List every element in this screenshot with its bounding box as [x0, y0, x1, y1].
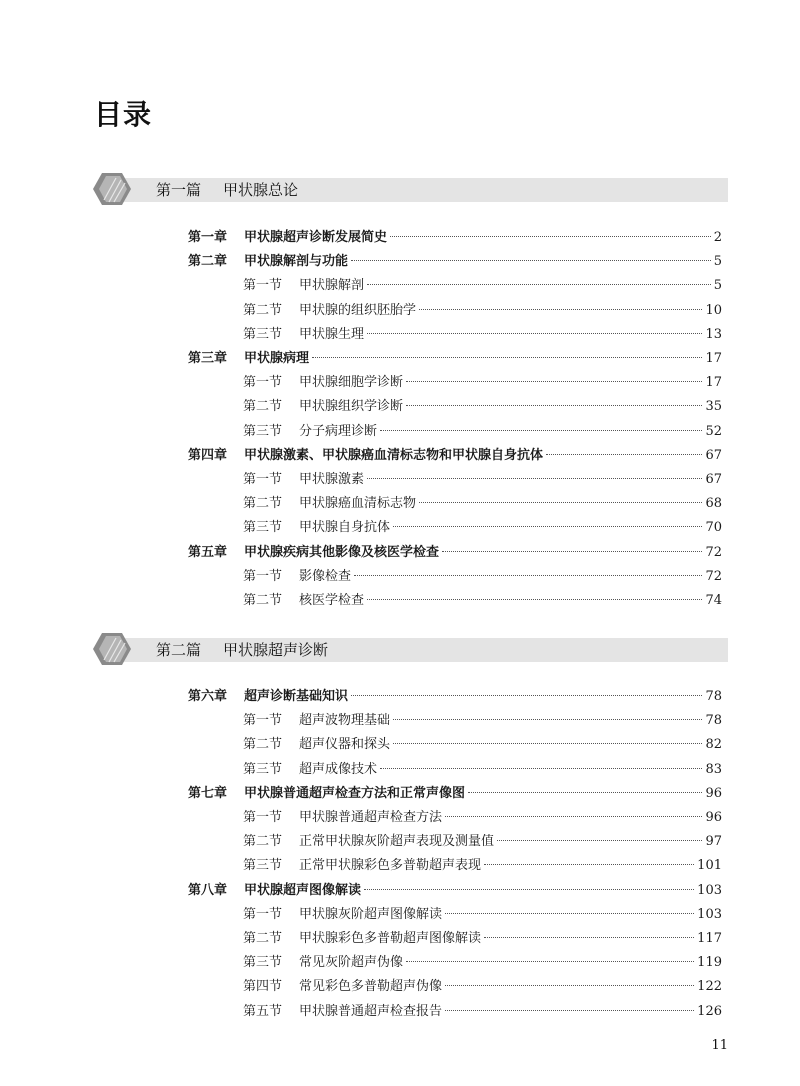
hexagon-emblem-icon — [92, 172, 132, 206]
entry-title: 超声诊断基础知识 — [244, 689, 349, 704]
toc-section-entry[interactable] — [243, 470, 722, 490]
dot-leader — [484, 937, 694, 938]
entry-title: 甲状腺超声诊断发展简史 — [244, 230, 388, 245]
toc-section-entry[interactable] — [243, 325, 722, 345]
entry-page-number: 103 — [697, 906, 722, 922]
part-header — [92, 636, 728, 666]
entry-title: 甲状腺解剖 — [299, 278, 365, 294]
entry-number: 第一节 — [243, 278, 283, 294]
entry-title: 甲状腺癌血清标志物 — [299, 496, 417, 512]
toc-section-entry[interactable] — [243, 422, 722, 442]
entry-number: 第五章 — [188, 544, 228, 560]
entry-number: 第三节 — [243, 326, 283, 342]
toc-chapter-entry[interactable] — [188, 881, 722, 901]
dot-leader — [419, 309, 702, 310]
dot-leader — [364, 889, 694, 890]
entry-number: 第一节 — [243, 906, 283, 922]
dot-leader — [380, 430, 702, 431]
entry-page-number: 97 — [705, 834, 722, 850]
part-header — [92, 176, 728, 206]
entry-number: 第五节 — [243, 1003, 283, 1019]
entry-number: 第三章 — [188, 351, 228, 366]
entry-page-number: 82 — [705, 737, 722, 753]
dot-leader — [546, 454, 702, 455]
hexagon-emblem-icon — [92, 632, 132, 666]
entry-title: 甲状腺解剖与功能 — [244, 254, 349, 270]
toc-section-entry[interactable] — [243, 832, 722, 852]
toc-section-entry[interactable] — [243, 929, 722, 949]
toc-section-entry[interactable] — [243, 494, 722, 514]
entry-title: 甲状腺灰阶超声图像解读 — [299, 906, 443, 922]
dot-leader — [393, 743, 702, 744]
entry-title: 甲状腺自身抗体 — [299, 520, 391, 536]
entry-page-number: 17 — [705, 351, 722, 366]
dot-leader — [442, 551, 702, 552]
entry-number: 第二节 — [243, 593, 283, 608]
part-title: 甲状腺总论 — [223, 181, 299, 199]
dot-leader — [445, 816, 702, 817]
entry-page-number: 68 — [705, 496, 722, 512]
entry-number: 第一节 — [243, 810, 283, 825]
entry-number: 第三节 — [243, 858, 283, 874]
dot-leader — [445, 985, 694, 986]
part-label — [156, 179, 298, 201]
dot-leader — [380, 768, 702, 769]
entry-title: 核医学检查 — [299, 593, 365, 608]
dot-leader — [367, 333, 702, 334]
entry-number: 第七章 — [188, 785, 228, 801]
entry-number: 第二节 — [243, 834, 283, 850]
part-title: 甲状腺超声诊断 — [223, 641, 329, 659]
entry-number: 第二节 — [243, 496, 283, 512]
entry-number: 第四节 — [243, 979, 283, 995]
entry-number: 第二章 — [188, 254, 228, 270]
part-label — [156, 639, 328, 661]
part-number: 第二篇 — [156, 641, 202, 659]
toc-chapter-entry[interactable] — [188, 446, 722, 466]
toc-section-entry[interactable] — [243, 711, 722, 731]
toc-section-entry[interactable] — [243, 567, 722, 587]
entry-page-number: 13 — [705, 326, 722, 342]
entry-title: 甲状腺生理 — [299, 326, 365, 342]
entry-page-number: 67 — [705, 447, 722, 463]
entry-page-number: 2 — [713, 230, 722, 245]
entry-page-number: 5 — [713, 254, 722, 270]
dot-leader — [354, 575, 702, 576]
toc-section-entry[interactable] — [243, 856, 722, 876]
dot-leader — [351, 695, 702, 696]
entry-title: 常见彩色多普勒超声伪像 — [299, 979, 443, 995]
entry-number: 第二节 — [243, 399, 283, 415]
toc-chapter-entry[interactable] — [188, 784, 722, 804]
entry-title: 甲状腺激素、甲状腺癌血清标志物和甲状腺自身抗体 — [244, 447, 544, 463]
toc-chapter-entry[interactable] — [188, 687, 722, 707]
dot-leader — [312, 357, 702, 358]
toc-section-entry[interactable] — [243, 760, 722, 780]
entry-title: 甲状腺激素 — [299, 472, 365, 487]
dot-leader — [406, 961, 694, 962]
entry-number: 第一节 — [243, 375, 283, 391]
toc-section-entry[interactable] — [243, 591, 722, 611]
toc-section-entry[interactable] — [243, 1002, 722, 1022]
toc-section-entry[interactable] — [243, 373, 722, 393]
entry-number: 第二节 — [243, 737, 283, 753]
page-title: 目录 — [94, 98, 153, 131]
entry-number: 第三节 — [243, 955, 283, 971]
entry-title: 甲状腺的组织胚胎学 — [299, 302, 417, 318]
entry-title: 甲状腺病理 — [244, 351, 310, 366]
entry-page-number: 74 — [705, 593, 722, 608]
toc-section-entry[interactable] — [243, 518, 722, 538]
entry-title: 分子病理诊断 — [299, 423, 378, 439]
entry-number: 第三节 — [243, 423, 283, 439]
toc-chapter-entry[interactable] — [188, 543, 722, 563]
entry-page-number: 83 — [705, 761, 722, 777]
entry-page-number: 35 — [705, 399, 722, 415]
entry-page-number: 72 — [705, 544, 722, 560]
toc-section-entry[interactable] — [243, 905, 722, 925]
entry-number: 第六章 — [188, 689, 228, 704]
entry-title: 甲状腺组织学诊断 — [299, 399, 404, 415]
dot-leader — [367, 284, 711, 285]
entry-title: 甲状腺普通超声检查报告 — [299, 1003, 443, 1019]
entry-title: 甲状腺细胞学诊断 — [299, 375, 404, 391]
entry-title: 甲状腺普通超声检查方法和正常声像图 — [244, 785, 466, 801]
dot-leader — [351, 260, 711, 261]
entry-page-number: 101 — [697, 858, 722, 874]
entry-title: 正常甲状腺彩色多普勒超声表现 — [299, 858, 482, 874]
entry-title: 常见灰阶超声伪像 — [299, 955, 404, 971]
dot-leader — [393, 526, 702, 527]
toc-chapter-entry[interactable] — [188, 252, 722, 272]
dot-leader — [484, 864, 694, 865]
entry-page-number: 119 — [697, 955, 722, 971]
toc-section-entry[interactable] — [243, 397, 722, 417]
entry-title: 超声波物理基础 — [299, 713, 391, 729]
entry-page-number: 10 — [705, 302, 722, 318]
entry-number: 第一节 — [243, 568, 283, 584]
entry-page-number: 67 — [705, 472, 722, 487]
dot-leader — [367, 478, 702, 479]
toc-section-entry[interactable] — [243, 953, 722, 973]
dot-leader — [406, 405, 702, 406]
dot-leader — [406, 381, 702, 382]
entry-page-number: 52 — [705, 423, 722, 439]
entry-page-number: 5 — [713, 278, 722, 294]
page-number: 11 — [711, 1038, 728, 1053]
entry-title: 超声成像技术 — [299, 761, 378, 777]
entry-title: 甲状腺普通超声检查方法 — [299, 810, 443, 825]
entry-number: 第二节 — [243, 302, 283, 318]
toc-section-entry[interactable] — [243, 977, 722, 997]
toc-chapter-entry[interactable] — [188, 228, 722, 248]
entry-number: 第一节 — [243, 472, 283, 487]
entry-number: 第四章 — [188, 447, 228, 463]
entry-number: 第一节 — [243, 713, 283, 729]
entry-page-number: 96 — [705, 810, 722, 825]
entry-number: 第三节 — [243, 761, 283, 777]
entry-page-number: 126 — [697, 1003, 722, 1019]
dot-leader — [445, 1010, 694, 1011]
dot-leader — [419, 502, 702, 503]
entry-title: 影像检查 — [299, 568, 352, 584]
dot-leader — [445, 913, 694, 914]
entry-page-number: 103 — [697, 882, 722, 898]
dot-leader — [390, 236, 711, 237]
entry-number: 第三节 — [243, 520, 283, 536]
entry-title: 甲状腺疾病其他影像及核医学检查 — [244, 544, 440, 560]
entry-title: 正常甲状腺灰阶超声表现及测量值 — [299, 834, 495, 850]
dot-leader — [367, 599, 702, 600]
entry-title: 甲状腺彩色多普勒超声图像解读 — [299, 931, 482, 946]
entry-page-number: 96 — [705, 785, 722, 801]
toc-section-entry[interactable] — [243, 301, 722, 321]
dot-leader — [497, 840, 702, 841]
entry-title: 超声仪器和探头 — [299, 737, 391, 753]
entry-page-number: 72 — [705, 568, 722, 584]
entry-page-number: 78 — [705, 713, 722, 729]
entry-page-number: 122 — [697, 979, 722, 995]
dot-leader — [393, 719, 702, 720]
toc-chapter-entry[interactable] — [188, 349, 722, 369]
dot-leader — [468, 792, 702, 793]
part-number: 第一篇 — [156, 181, 202, 199]
entry-page-number: 17 — [705, 375, 722, 391]
toc-section-entry[interactable] — [243, 808, 722, 828]
entry-title: 甲状腺超声图像解读 — [244, 882, 362, 898]
entry-number: 第二节 — [243, 931, 283, 946]
entry-number: 第一章 — [188, 230, 228, 245]
entry-number: 第八章 — [188, 882, 228, 898]
entry-page-number: 117 — [697, 931, 722, 946]
toc-section-entry[interactable] — [243, 276, 722, 296]
entry-page-number: 78 — [705, 689, 722, 704]
toc-section-entry[interactable] — [243, 735, 722, 755]
entry-page-number: 70 — [705, 520, 722, 536]
